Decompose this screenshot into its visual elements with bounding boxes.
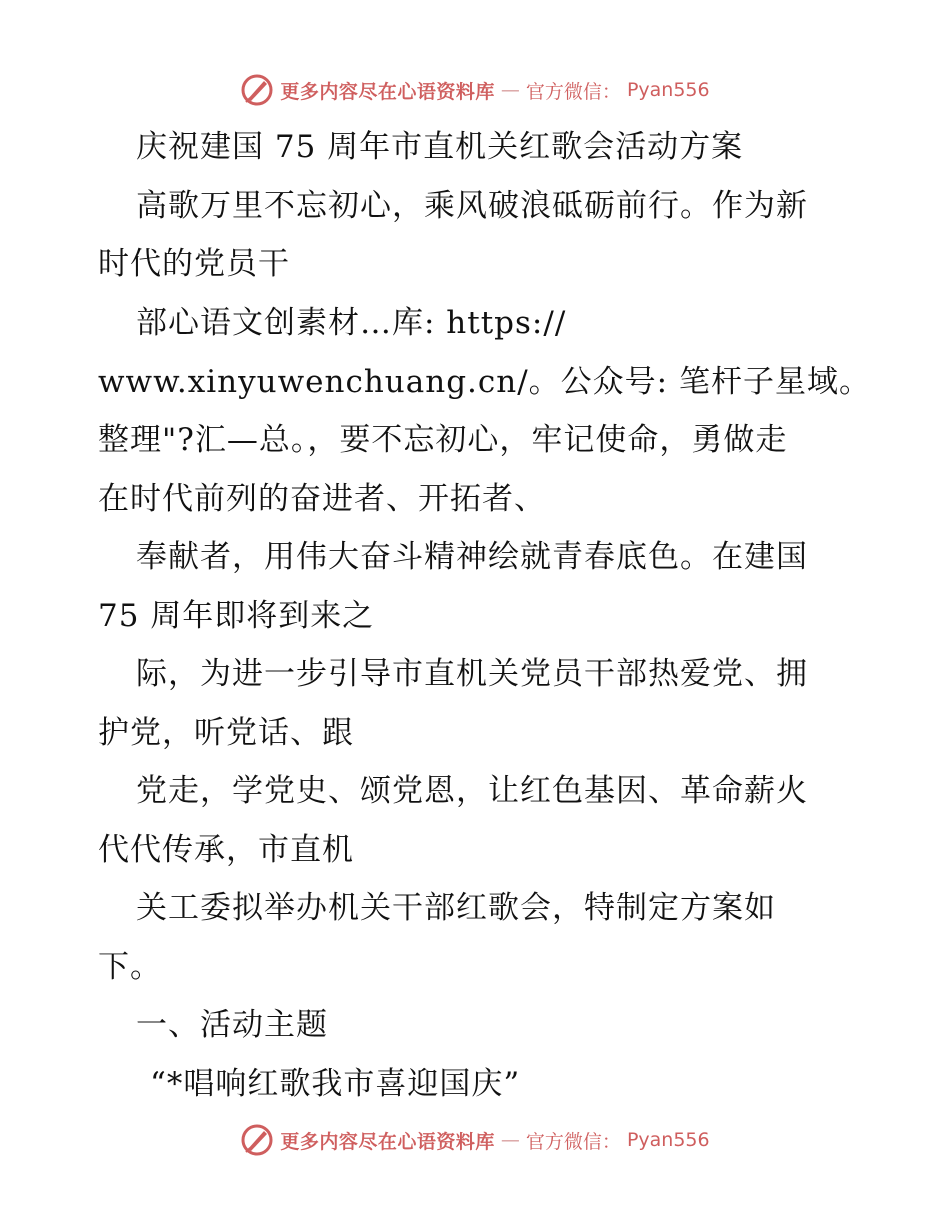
paragraph-line: 护党，听党话、跟 [98,715,354,751]
paragraph-line: 时代的党员干 [98,246,290,282]
paragraph-line: 党走，学党史、颂党恩，让红色基因、革命薪火 [136,773,808,809]
header-watermark [0,70,950,110]
section-heading: 一、活动主题 [136,1007,328,1043]
watermark-site-text: 更多内容尽在心语资料库 [280,1130,495,1153]
quill-logo-icon [240,1123,274,1157]
watermark-separator: — [500,1129,520,1151]
paragraph-line: 在时代前列的奋进者、开拓者、 [98,481,546,517]
watermark-handle: Pyan556 [626,79,710,101]
paragraph-line: 整理"?汇—总。，要不忘初心，牢记使命，勇做走 [98,422,788,458]
footer-watermark [0,1120,950,1160]
activity-theme: “*唱响红歌我市喜迎国庆” [150,1066,521,1102]
watermark-site-text: 更多内容尽在心语资料库 [280,80,495,103]
watermark-contact-label: 官方微信： [525,1130,621,1153]
paragraph-line: 高歌万里不忘初心，乘风破浪砥砺前行。作为新 [136,188,808,224]
paragraph-line: 关工委拟举办机关干部红歌会，特制定方案如 [136,890,776,926]
paragraph-line: 部心语文创素材…库: https:// [136,305,567,341]
paragraph-line: www.xinyuwenchuang.cn/。公众号: 笔杆子星域。 [98,364,871,400]
paragraph-line: 代代传承，市直机 [98,832,354,868]
paragraph-line: 奉献者，用伟大奋斗精神绘就青春底色。在建国 [136,539,808,575]
quill-logo-icon [240,73,274,107]
paragraph-line: 际，为进一步引导市直机关党员干部热爱党、拥 [136,656,808,692]
watermark-separator: — [500,79,520,101]
document-title: 庆祝建国 75 周年市直机关红歌会活动方案 [136,129,744,165]
paragraph-line: 下。 [98,949,162,985]
watermark-contact-label: 官方微信： [525,80,621,103]
watermark-handle: Pyan556 [626,1129,710,1151]
paragraph-line: 75 周年即将到来之 [98,598,375,634]
